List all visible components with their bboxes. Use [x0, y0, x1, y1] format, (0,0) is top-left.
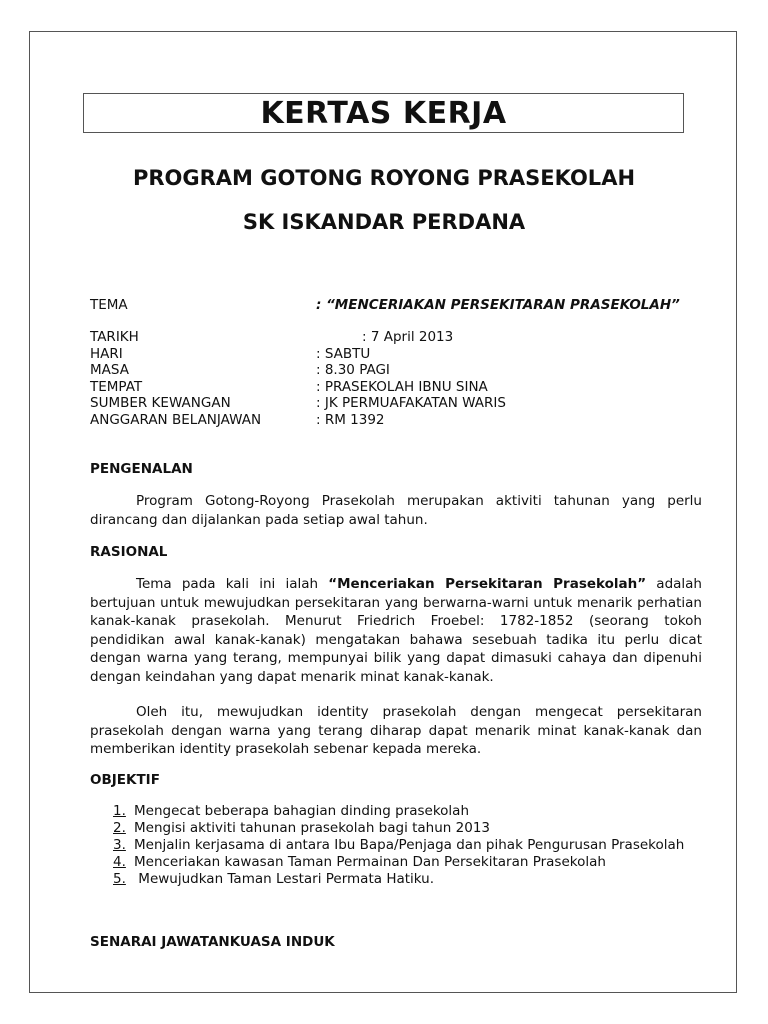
list-item — [113, 820, 684, 837]
list-item — [113, 871, 684, 888]
title-box — [83, 93, 684, 133]
program-title: PROGRAM GOTONG ROYONG PRASEKOLAH — [132, 166, 636, 190]
info-value: : JK PERMUAFAKATAN WARIS — [316, 395, 506, 411]
info-value: : 7 April 2013 — [362, 329, 454, 345]
rasional-theme-quote: “Menceriakan Persekitaran Prasekolah” — [328, 576, 647, 592]
info-label: TEMA — [90, 297, 128, 313]
list-text: Mengecat beberapa bahagian dinding prasekolah — [134, 803, 470, 819]
info-value: : SABTU — [316, 346, 371, 362]
objektif-list — [113, 803, 684, 888]
list-text: Mengisi aktiviti tahunan prasekolah bagi tahun 2013 — [134, 820, 491, 836]
info-value: : 8.30 PAGI — [316, 362, 390, 378]
list-item — [113, 803, 684, 820]
school-name: SK ISKANDAR PERDANA — [242, 210, 526, 234]
info-label: TEMPAT — [90, 379, 143, 395]
section-heading-rasional: RASIONAL — [90, 544, 168, 560]
section-heading-pengenalan: PENGENALAN — [90, 461, 193, 477]
pengenalan-paragraph: Program Gotong-Royong Prasekolah merupakan aktiviti tahunan yang perlu dirancang dan dijalankan pada setiap awal tahun. — [90, 493, 702, 528]
info-label: TARIKH — [90, 329, 139, 345]
rasional-p1-text: adalah bertujuan untuk mewujudkan persekitaran yang berwarna-warni untuk menarik perhatian kanak-kanak prasekolah. Menurut Friedrich Froebel: 1782-1852 (seorang tokoh pendidikan awal kanak-kanak) mengatakan bahawa sesebuah tadika itu perlu dicat dengan warna yang terang, mempunyai bilik yang dapat dimasuki cahaya dan dipenuhi dengan keindahan yang dapat menarik minat kanak-kanak. — [90, 576, 702, 685]
list-number: 1. — [113, 803, 126, 819]
list-number: 4. — [113, 854, 126, 870]
list-number: 5. — [113, 871, 126, 887]
info-value: : RM 1392 — [316, 412, 385, 428]
rasional-p1-text: Tema pada kali ini ialah — [136, 576, 329, 592]
info-value: : PRASEKOLAH IBNU SINA — [316, 379, 488, 395]
info-label: ANGGARAN BELANJAWAN — [90, 412, 262, 428]
info-label: HARI — [90, 346, 123, 362]
list-number: 3. — [113, 837, 126, 853]
list-item — [113, 837, 684, 854]
rasional-paragraph-1 — [90, 575, 702, 686]
info-label: SUMBER KEWANGAN — [90, 395, 231, 411]
info-value: : “MENCERIAKAN PERSEKITARAN PRASEKOLAH” — [316, 297, 680, 313]
list-text: Mewujudkan Taman Lestari Permata Hatiku. — [134, 871, 435, 887]
document-title: KERTAS KERJA — [260, 95, 507, 131]
list-number: 2. — [113, 820, 126, 836]
list-item — [113, 854, 684, 871]
section-heading-objektif: OBJEKTIF — [90, 772, 160, 788]
section-heading-senarai: SENARAI JAWATANKUASA INDUK — [90, 934, 335, 950]
rasional-paragraph-2: Oleh itu, mewujudkan identity prasekolah dengan mengecat persekitaran prasekolah dengan warna yang terang diharap dapat menarik minat kanak-kanak dan memberikan identity prasekolah sebenar kepada mereka. — [90, 704, 702, 757]
list-text: Menjalin kerjasama di antara Ibu Bapa/Penjaga dan pihak Pengurusan Prasekolah — [134, 837, 685, 853]
info-label: MASA — [90, 362, 129, 378]
list-text: Menceriakan kawasan Taman Permainan Dan Persekitaran Prasekolah — [134, 854, 606, 870]
